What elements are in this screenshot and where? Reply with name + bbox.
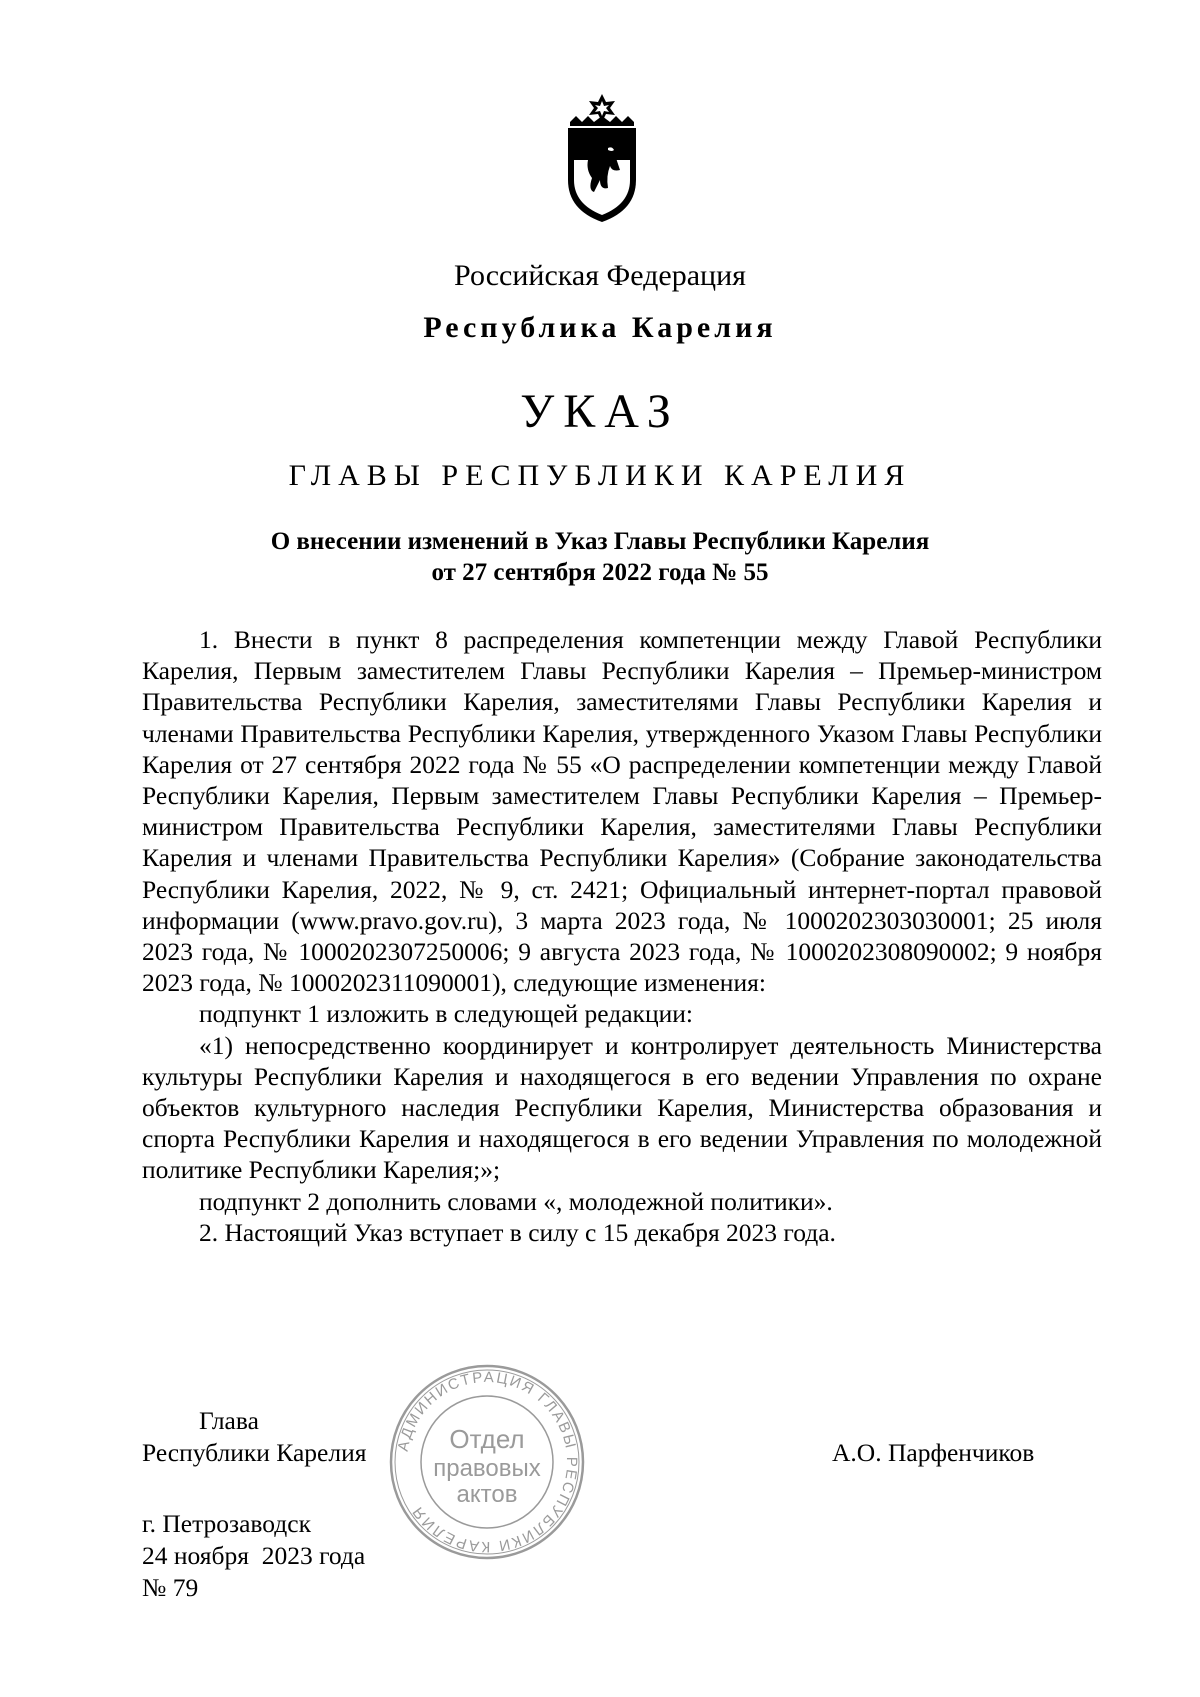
paragraph-5: 2. Настоящий Указ вступает в силу с 15 декабря 2023 года. — [199, 1217, 836, 1247]
subject-line-1: О внесении изменений в Указ Главы Республики Карелия — [270, 528, 930, 555]
document-issuer: ГЛАВЫ РЕСПУБЛИКИ КАРЕЛИЯ — [288, 459, 912, 492]
subject-line-2: от 27 сентября 2022 года № 55 — [431, 559, 769, 586]
document-body — [142, 624, 1102, 1248]
paragraph-3: «1) непосредственно координирует и контролирует деятельность Министерства культуры Республики Карелия и находящегося в его ведении Управления по охране объектов культурного наследия Республики Карелия, Министерства образования и спорта Республики Карелия и находящегося в его ведении Управления по молодежной политике Республики Карелия;»; — [142, 1030, 1102, 1185]
official-stamp — [387, 1362, 587, 1562]
stamp-line-1: Отдел — [449, 1424, 525, 1454]
country-name: Российская Федерация — [454, 259, 746, 292]
coat-of-arms-icon — [562, 92, 642, 224]
signatory-name: А.О. Парфенчиков — [832, 1438, 1035, 1467]
issue-city: г. Петрозаводск — [142, 1509, 311, 1538]
document-number: № 79 — [142, 1573, 199, 1602]
document-footer — [142, 1508, 365, 1604]
document-type: УКАЗ — [520, 385, 680, 438]
paragraph-2: подпункт 1 изложить в следующей редакции: — [199, 999, 693, 1029]
stamp-line-3: актов — [456, 1481, 518, 1508]
paragraph-4: подпункт 2 дополнить словами «, молодежной политики». — [199, 1186, 833, 1216]
document-subject — [0, 526, 1200, 588]
paragraph-1: 1. Внести в пункт 8 распределения компетенции между Главой Республики Карелия, Первым заместителем Главы Республики Карелия – Премьер-министром Правительства Республики Карелия, заместителями Главы Республики Карелия и членами Правительства Республики Карелия, утвержденного Указом Главы Республики Карелия от 27 сентября 2022 года № 55 «О распределении компетенции между Главой Республики Карелия, Первым заместителем Главы Республики Карелия – Премьер-министром Правительства Республики Карелия, заместителями Главы Республики Карелия и членами Правительства Республики Карелия» (Собрание законодательства Республики Карелия, 2022, № 9, ст. 2421; Официальный интернет-портал правовой информации (www.pravo.gov.ru), 3 марта 2023 года, № 1000202303030001; 25 июля 2023 года, № 1000202307250006; 9 августа 2023 года, № 1000202308090002; 9 ноября 2023 года, № 1000202311090001), следующие изменения: — [142, 625, 1102, 998]
signatory-title-line-2: Республики Карелия — [142, 1438, 367, 1467]
stamp-line-2: правовых — [433, 1455, 541, 1482]
stamp-ring-text: АДМИНИСТРАЦИЯ ГЛАВЫ РЕСПУБЛИКИ КАРЕЛИЯ — [394, 1368, 581, 1556]
signatory-title — [142, 1405, 366, 1469]
signatory-title-line-1: Глава — [199, 1406, 259, 1435]
issue-date: 24 ноября 2023 года — [142, 1541, 366, 1570]
republic-name: Республика Карелия — [423, 311, 777, 344]
